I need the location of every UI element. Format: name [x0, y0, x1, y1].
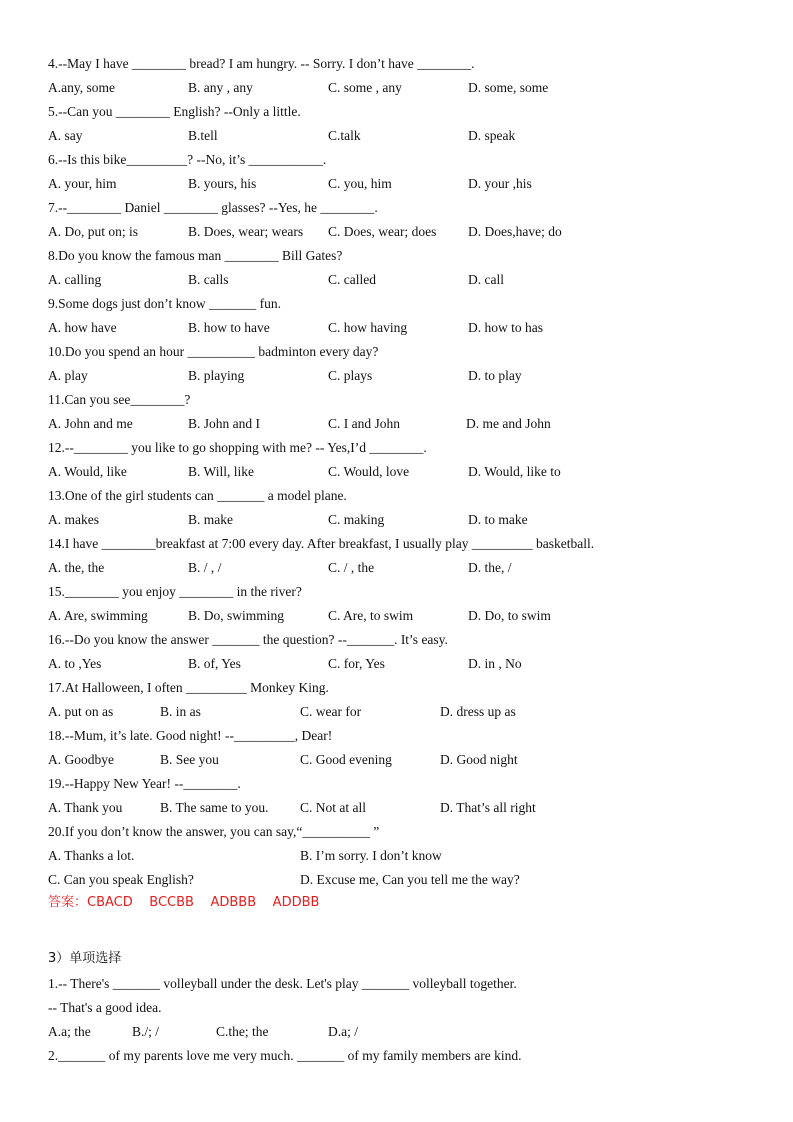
option-d: D. me and John [466, 416, 551, 431]
option-d: D. how to has [468, 320, 543, 335]
question-stem: 11.Can you see________? [48, 392, 191, 407]
option-a: A. to ,Yes [48, 656, 102, 671]
option-a: A. Are, swimming [48, 608, 148, 623]
question-stem: 13.One of the girl students can _______ a model plane. [48, 488, 347, 503]
question-stem: 16.--Do you know the answer _______ the question? --_______. It’s easy. [48, 632, 448, 647]
option-b: B. The same to you. [160, 800, 269, 815]
option-a: A.a; the [48, 1024, 91, 1039]
option-d: D. call [468, 272, 504, 287]
option-a: A. Thank you [48, 800, 123, 815]
question-stem: 7.--________ Daniel ________ glasses? --Yes, he ________. [48, 200, 378, 215]
option-d: D. your ,his [468, 176, 532, 191]
option-a: A. Do, put on; is [48, 224, 139, 239]
option-d: D. speak [468, 128, 516, 143]
option-c: C. for, Yes [328, 656, 385, 671]
option-c: C. Can you speak English? [48, 872, 194, 887]
option-a: A. say [48, 128, 83, 143]
option-a: A. put on as [48, 704, 114, 719]
option-d: D. to make [468, 512, 528, 527]
option-d: D. in , No [468, 656, 522, 671]
option-b: B. Will, like [188, 464, 254, 479]
option-c: C. Not at all [300, 800, 366, 815]
option-c: C. called [328, 272, 376, 287]
option-c: C. Are, to swim [328, 608, 414, 623]
option-b: B. / , / [188, 560, 222, 575]
section-title: 3）单项选择 [48, 951, 122, 966]
option-a: A. Would, like [48, 464, 127, 479]
option-d: D. the, / [468, 560, 512, 575]
question-stem: 17.At Halloween, I often _________ Monkey King. [48, 680, 329, 695]
option-b: B. See you [160, 752, 219, 767]
option-d: D. Would, like to [468, 464, 561, 479]
option-d: D. Do, to swim [468, 608, 551, 623]
question-stem: 6.--Is this bike_________? --No, it’s ___________. [48, 152, 327, 167]
option-c: C. I and John [328, 416, 400, 431]
option-b: B. yours, his [188, 176, 257, 191]
question-stem: 18.--Mum, it’s late. Good night! --_________, Dear! [48, 728, 333, 743]
question-stem: 14.I have ________breakfast at 7:00 every day. After breakfast, I usually play _________ basketball. [48, 536, 595, 551]
option-a: A. makes [48, 512, 99, 527]
question-stem: 10.Do you spend an hour __________ badminton every day? [48, 344, 379, 359]
option-b: B. I’m sorry. I don’t know [300, 848, 442, 863]
option-b: B. Do, swimming [188, 608, 285, 623]
question-stem: 8.Do you know the famous man ________ Bill Gates? [48, 248, 343, 263]
option-d: D. dress up as [440, 704, 516, 719]
option-d: D. to play [468, 368, 522, 383]
option-b: B. make [188, 512, 233, 527]
option-b: B. calls [188, 272, 229, 287]
option-b: B. Does, wear; wears [188, 224, 304, 239]
question-reply: -- That's a good idea. [48, 1000, 162, 1015]
option-c: C.the; the [216, 1024, 269, 1039]
option-b: B.tell [188, 128, 218, 143]
question-stem: 9.Some dogs just don’t know _______ fun. [48, 296, 282, 311]
option-d: D. Good night [440, 752, 518, 767]
question-stem: 2._______ of my parents love me very much. _______ of my family members are kind. [48, 1048, 522, 1063]
option-d: D. Excuse me, Can you tell me the way? [300, 872, 520, 887]
option-a: A. Goodbye [48, 752, 114, 767]
option-a: A. calling [48, 272, 102, 287]
question-stem: 20.If you don’t know the answer, you can say,“__________ ” [48, 824, 380, 839]
option-c: C. some , any [328, 80, 402, 95]
option-c: C. how having [328, 320, 408, 335]
option-b: B. playing [188, 368, 245, 383]
option-d: D. That’s all right [440, 800, 536, 815]
option-c: C. Does, wear; does [328, 224, 437, 239]
option-c: C. Good evening [300, 752, 392, 767]
option-c: C. / , the [328, 560, 375, 575]
option-c: C. plays [328, 368, 373, 383]
option-c: C. wear for [300, 704, 362, 719]
question-stem: 1.-- There's _______ volleyball under the desk. Let's play _______ volleyball together. [48, 976, 517, 991]
question-stem: 15.________ you enjoy ________ in the river? [48, 584, 302, 599]
option-a: A. play [48, 368, 88, 383]
option-c: C. you, him [328, 176, 392, 191]
option-b: B./; / [132, 1024, 160, 1039]
option-d: D. Does,have; do [468, 224, 562, 239]
answer-key: 答案：CBACD BCCBB ADBBB ADDBB [48, 895, 320, 910]
option-b: B. of, Yes [188, 656, 241, 671]
option-b: B. in as [160, 704, 201, 719]
option-a: A. John and me [48, 416, 133, 431]
option-a: A. Thanks a lot. [48, 848, 135, 863]
option-a: A.any, some [48, 80, 115, 95]
option-b: B. John and I [188, 416, 260, 431]
option-b: B. how to have [188, 320, 270, 335]
option-c: C.talk [328, 128, 361, 143]
option-a: A. your, him [48, 176, 117, 191]
option-d: D.a; / [328, 1024, 358, 1039]
option-a: A. how have [48, 320, 117, 335]
question-stem: 5.--Can you ________ English? --Only a little. [48, 104, 301, 119]
option-d: D. some, some [468, 80, 549, 95]
option-c: C. making [328, 512, 385, 527]
option-a: A. the, the [48, 560, 105, 575]
option-c: C. Would, love [328, 464, 410, 479]
question-stem: 19.--Happy New Year! --________. [48, 776, 241, 791]
option-b: B. any , any [188, 80, 253, 95]
question-stem: 12.--________ you like to go shopping with me? -- Yes,I’d ________. [48, 440, 427, 455]
question-stem: 4.--May I have ________ bread? I am hungry. -- Sorry. I don’t have ________. [48, 56, 475, 71]
